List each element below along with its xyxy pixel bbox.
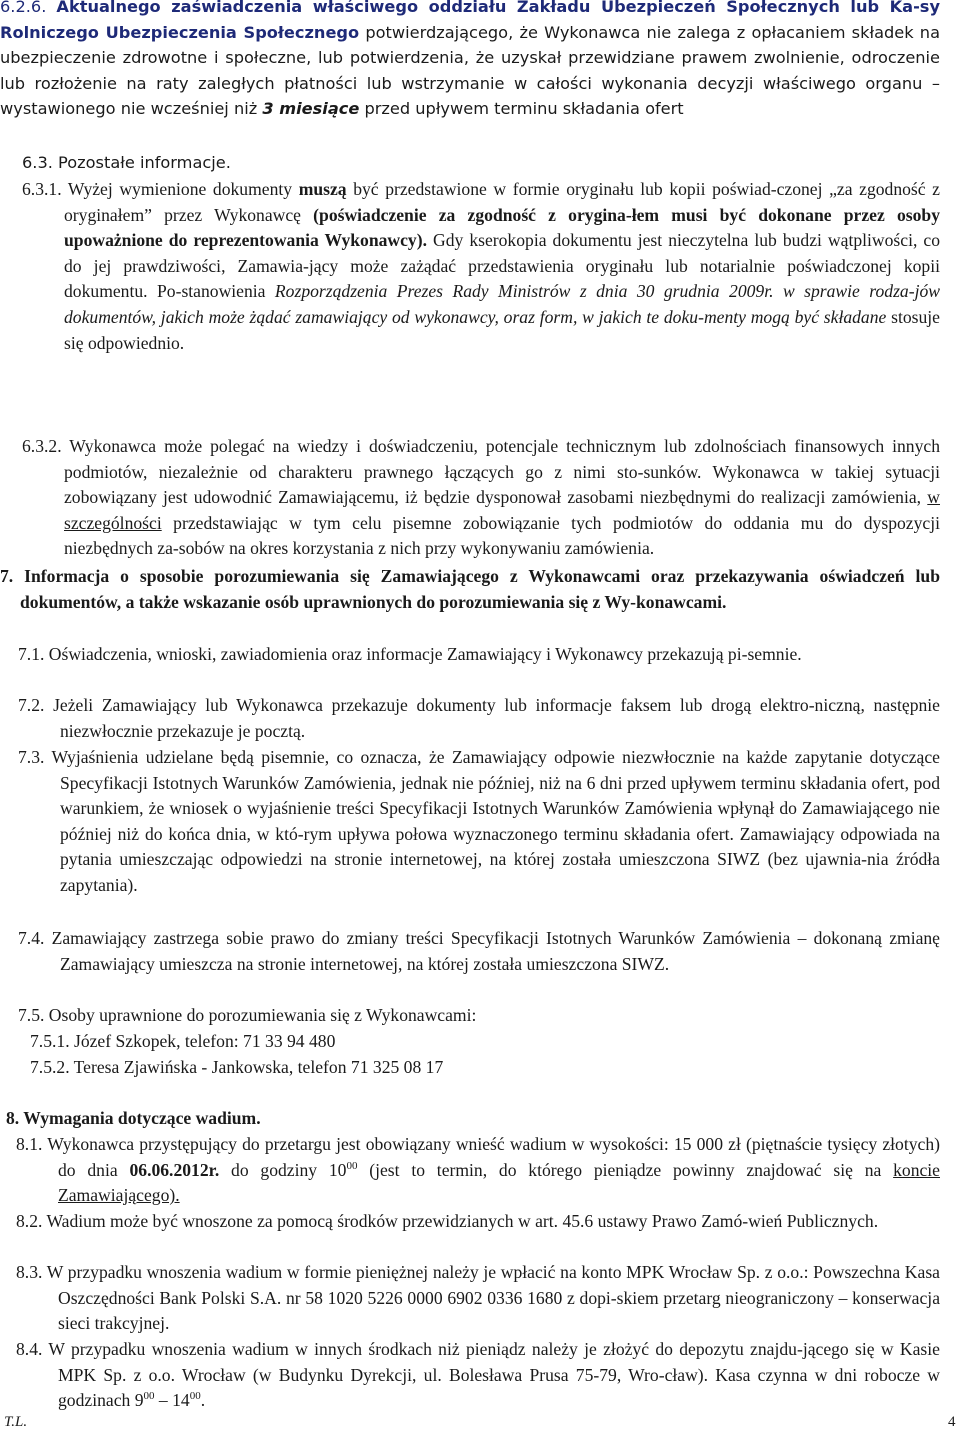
num-7-3: 7.3. [18, 747, 45, 767]
para-7-2 [18, 693, 940, 744]
num-6-3-2: 6.3.2. [22, 436, 62, 456]
text-6-3-1-d: stosuje się odpowiednio. [64, 306, 940, 353]
para-7-5-2: 7.5.2. Teresa Zjawińska - Jankowska, telefon 71 325 08 17 [30, 1057, 444, 1077]
text-6-3-1-b: być przedstawione w formie oryginału lub kopii poświad-czonej „za zgodność z oryginałem” przez Wykonawcę [64, 179, 940, 225]
text-7-1: Oświadczenia, wnioski, zawiadomienia oraz informacje Zamawiający i Wykonawcy przekazują pi-semnie. [48, 644, 802, 664]
text-8-1-b: do godziny 10 [219, 1159, 347, 1180]
num-6-3: 6.3. [22, 153, 53, 172]
heading-7: 7. Informacja o sposobie porozumiewania się Zamawiającego z Wykonawcami oraz przekazywania oświadczeń lub dokumentów, a także wskazanie osób uprawnionych do porozumiewania się z Wy-konawcami. [0, 566, 940, 612]
footer-initials: T.L. [4, 1414, 28, 1430]
heading-8: 8. Wymagania dotyczące wadium. [6, 1108, 261, 1128]
num-6-2-6: 6.2.6. [0, 0, 47, 16]
text-6-3-1-a: Wyżej wymienione dokumenty [67, 179, 299, 199]
text-8-1-a: Wykonawca przystępujący do przetargu jest obowiązany wnieść wadium w wysokości: 15 000 zł (piętnaście tysięcy złotych) do dnia [47, 1134, 940, 1180]
para-7-5-1: 7.5.1. Józef Szkopek, telefon: 71 33 94 480 [30, 1031, 336, 1051]
text-8-1-c: (jest to termin, do którego pieniądze powinny znajdować się na [357, 1159, 894, 1180]
para-6-2-6 [0, 0, 940, 122]
para-7-5 [18, 1003, 940, 1029]
underline-6-3-2: w szczególności [64, 487, 940, 533]
para-8-4 [16, 1337, 940, 1414]
para-6-3-2 [22, 434, 940, 562]
text-8-2: Wadium może być wnoszone za pomocą środków przewidzianych w art. 45.6 ustawy Prawo Zamó-wień Publicznych. [46, 1211, 879, 1231]
bold-6-3-1-b: (poświadczenie za zgodność z orygina-łem musi być dokonane przez osoby upoważnione do reprezentowania Wykonawcy). [64, 204, 940, 251]
num-8-3: 8.3. [16, 1262, 43, 1282]
text-8-4-a: W przypadku wnoszenia wadium w innych środkach niż pieniądz należy je złożyć do depozytu znajdu-jącego się w Kasie MPK Sp. z o.o. Wrocław (w Budynku Dyrekcji, ul. Bolesława Prusa 75-79, Wro-cław). Kasa czynna w dni robocze w godzinach 9 [48, 1339, 940, 1411]
text-8-4-c: . [200, 1390, 206, 1411]
bold-6-2-6: Aktualnego zaświadczenia właściwego oddziału Zakładu Ubezpieczeń Społecznych lub Ka-sy Rolniczego Ubezpieczenia Społecznego [0, 0, 940, 42]
text-8-4-b: – 14 [154, 1390, 190, 1411]
para-6-3-1 [22, 177, 940, 356]
num-7-5: 7.5. [18, 1005, 45, 1025]
text-7-3: Wyjaśnienia udzielane będą pisemnie, co oznacza, że Zamawiający odpowie niezwłocznie na każde zapytanie dotyczące Specyfikacji Istotnych Warunków Zamówienia, jednak nie później, niż na 6 dni przed upływem terminu składania ofert, pod warunkiem, że wniosek o wyjaśnienie treści Specyfikacji Istotnych Warunków Zamówienia wpłynął do Zamawiającego nie później niż do końca dnia, w któ-rym upływa połowa wyznaczonego terminu składania ofert. Zamawiający odpowiada na pytania umieszczając odpowiedzi na stronie internetowej, na której została umieszczona SIWZ (bez ujawnia-nia źródła zapytania). [51, 747, 940, 895]
text-6-2-6-b: przed upływem terminu składania ofert [359, 99, 684, 119]
text-8-3: W przypadku wnoszenia wadium w formie pieniężnej należy je wpłacić na konto MPK Wrocław Sp. z o.o.: Powszechna Kasa Oszczędności Bank Polski S.A. nr 58 1020 5226 0000 6902 0336 1680 z dopi-skiem przetarg nieograniczony – konserwacja sieci trakcyjnej. [46, 1262, 940, 1334]
para-7-3 [18, 745, 940, 899]
num-7-1: 7.1. [18, 644, 45, 664]
underline-8-1: koncie Zamawiającego). [58, 1159, 940, 1206]
label-6-3: Pozostałe informacje. [58, 153, 231, 172]
num-6-3-1: 6.3.1. [22, 179, 62, 199]
footer-page-number: 4 [948, 1414, 956, 1430]
text-6-3-2-a: Wykonawca może polegać na wiedzy i doświadczeniu, potencjale technicznym lub zdolnościach finansowych innych podmiotów, niezależnie od charakteru prawnego łączących go z nimi sto-sunków. Wykonawca w takiej sytuacji zobowiązany jest udowodnić Zamawiającemu, iż będzie dysponował zasobami niezbędnymi do realizacji zamówienia, [64, 436, 940, 508]
para-6-3 [22, 150, 322, 176]
text-7-5: Osoby uprawnione do porozumiewania się z Wykonawcami: [48, 1005, 477, 1025]
para-8-2 [16, 1209, 940, 1235]
text-6-2-6-a: potwierdzającego, że Wykonawca nie zalega z opłacaniem składek na ubezpieczenie zdrowotne i społeczne, lub potwierdzenia, że uzyskał przewidziane prawem zwolnienie, odroczenie lub rozłożenie na raty zaległych płatności lub wstrzymanie w całości wykonania decyzji właściwego organu – wystawionego nie wcześniej niż [0, 22, 940, 119]
num-8-2: 8.2. [16, 1211, 43, 1231]
bold-8-1: 06.06.2012r. [129, 1159, 220, 1180]
italic-6-3-1: Rozporządzenia Prezes Rady Ministrów z dnia 30 grudnia 2009r. w sprawie rodza-jów dokumentów, jakich może żądać zamawiający od wykonawcy, oraz form, w jakich te doku-menty mogą być składane [64, 281, 940, 327]
para-7-1 [18, 642, 940, 668]
num-8-4: 8.4. [16, 1339, 43, 1359]
bolditalic-6-2-6: 3 miesiące [262, 99, 360, 119]
sup-8-4-b: 00 [189, 1390, 201, 1403]
num-7-2: 7.2. [18, 695, 45, 715]
bold-6-3-1-a: muszą [298, 179, 347, 199]
text-6-3-2-b: przedstawiając w tym celu pisemne zobowiązanie tych podmiotów do oddania mu do dyspozycji niezbędnych za-sobów na okres korzystania z nich przy wykonywaniu zamówienia. [64, 512, 940, 559]
num-7-4: 7.4. [18, 928, 45, 948]
para-8-3 [16, 1260, 940, 1337]
num-8-1: 8.1. [16, 1134, 43, 1154]
sup-8-4-a: 00 [143, 1390, 155, 1403]
text-7-2: Jeżeli Zamawiający lub Wykonawca przekazuje dokumenty lub informacje faksem lub drogą elektro-niczną, następnie niezwłocznie przekazuje je pocztą. [53, 695, 940, 741]
text-7-4: Zamawiający zastrzega sobie prawo do zmiany treści Specyfikacji Istotnych Warunków Zamówienia – dokonaną zmianę Zamawiający umieszcza na stronie internetowej, na której została umieszczona SIWZ. [51, 928, 940, 974]
para-8-1 [16, 1132, 940, 1209]
sup-8-1: 00 [346, 1159, 358, 1172]
para-7-4 [18, 926, 940, 977]
text-6-3-1-c: Gdy kserokopia dokumentu jest nieczytelna lub budzi wątpliwości, co do jej prawdziwości, Zamawia-jący może zażądać przedstawienia oryginału lub notarialnie poświadczonej kopii dokumentu. Po-stanowienia [64, 230, 940, 302]
